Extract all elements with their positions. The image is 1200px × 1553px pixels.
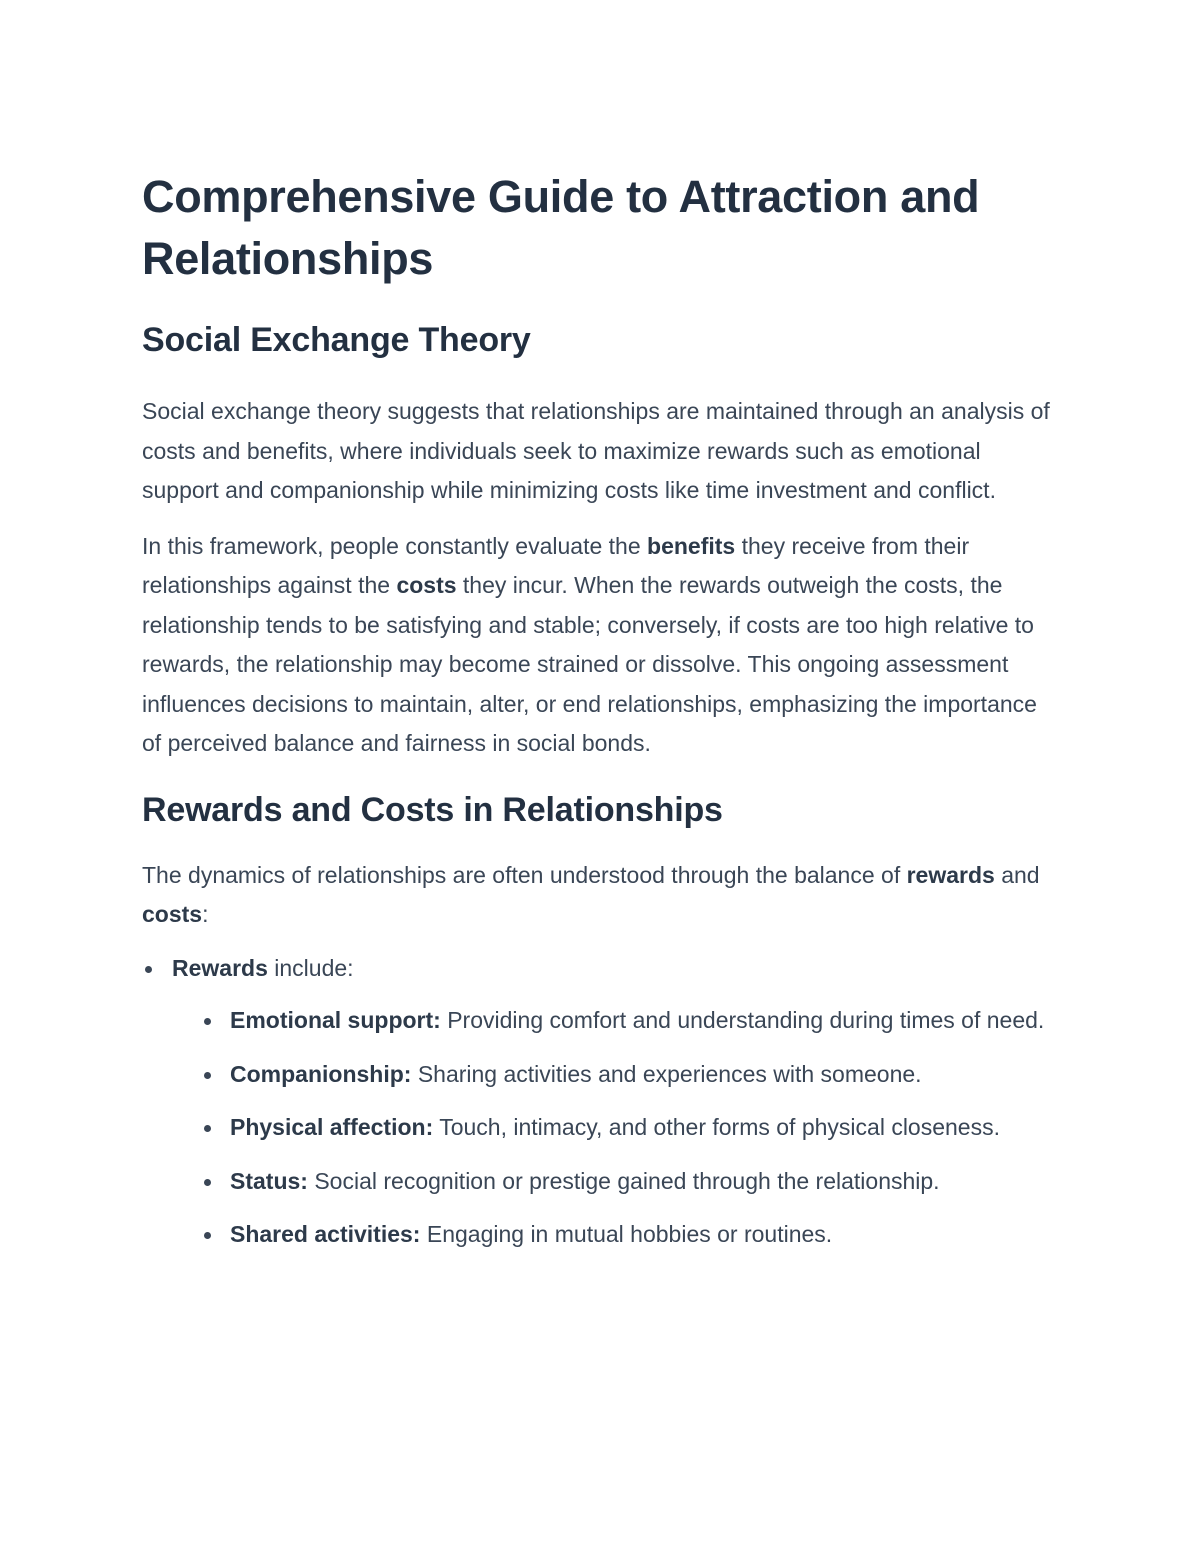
text-run: and (994, 861, 1040, 888)
bold-term-rewards: Rewards (172, 954, 268, 981)
rewards-sublist (172, 1001, 1062, 1255)
bullet-dot-icon (204, 1232, 211, 1239)
bullet-dot-icon (204, 1125, 211, 1132)
reward-term: Shared activities: (230, 1221, 421, 1247)
document-page (142, 166, 1062, 1269)
section-heading-social-exchange: Social Exchange Theory (142, 321, 531, 359)
list-item (172, 1215, 1062, 1255)
reward-description: Social recognition or prestige gained through the relationship. (307, 1167, 940, 1194)
text-run: they receive from their relationships against the (142, 532, 970, 598)
paragraph-rewards-costs-intro (142, 856, 1062, 935)
bullet-dot-icon (204, 1072, 211, 1079)
bold-term-costs: costs (142, 901, 203, 927)
list-item (172, 1162, 1062, 1202)
text-run: In this framework, people constantly evaluate the (142, 532, 648, 559)
reward-description: Touch, intimacy, and other forms of physical closeness. (433, 1114, 1000, 1140)
reward-description: Engaging in mutual hobbies or routines. (420, 1221, 833, 1247)
reward-term: Status: (230, 1167, 308, 1194)
rewards-costs-list (142, 949, 1062, 1255)
list-item (172, 1001, 1062, 1041)
bullet-dot-icon (145, 966, 152, 973)
text-run: : (202, 901, 209, 927)
reward-description: Providing comfort and understanding during times of need. (440, 1007, 1045, 1033)
bold-term-benefits: benefits (647, 532, 736, 559)
list-item (172, 1108, 1062, 1148)
reward-term: Companionship: (230, 1060, 412, 1087)
bold-term-costs: costs (396, 572, 457, 598)
paragraph-social-exchange-intro: Social exchange theory suggests that relationships are maintained through an analysis of costs and benefits, where individuals seek to maximize rewards such as emotional support and companionship while minimizing costs like time investment and conflict. (142, 398, 1050, 503)
page-title: Comprehensive Guide to Attraction and Relationships (142, 171, 980, 284)
list-item-rewards (142, 949, 1062, 1255)
text-run: they incur. When the rewards outweigh the costs, the relationship tends to be satisfying and stable; conversely, if costs are too high relative to rewards, the relationship may become strained or dissolve. This ongoing assessment influences decisions to maintain, alter, or end relationships, emphasizing the importance of perceived balance and fairness in social bonds. (142, 572, 1037, 756)
reward-description: Sharing activities and experiences with someone. (411, 1060, 922, 1087)
reward-term: Emotional support: (230, 1007, 441, 1033)
text-run: The dynamics of relationships are often understood through the balance of (142, 861, 907, 888)
paragraph-social-exchange-framework (142, 527, 1062, 764)
bullet-dot-icon (204, 1179, 211, 1186)
reward-term: Physical affection: (230, 1114, 434, 1140)
list-item (172, 1055, 1062, 1095)
bullet-dot-icon (204, 1018, 211, 1025)
text-run: include: (267, 954, 354, 981)
section-heading-rewards-costs: Rewards and Costs in Relationships (142, 790, 723, 829)
bold-term-rewards: rewards (906, 861, 995, 888)
